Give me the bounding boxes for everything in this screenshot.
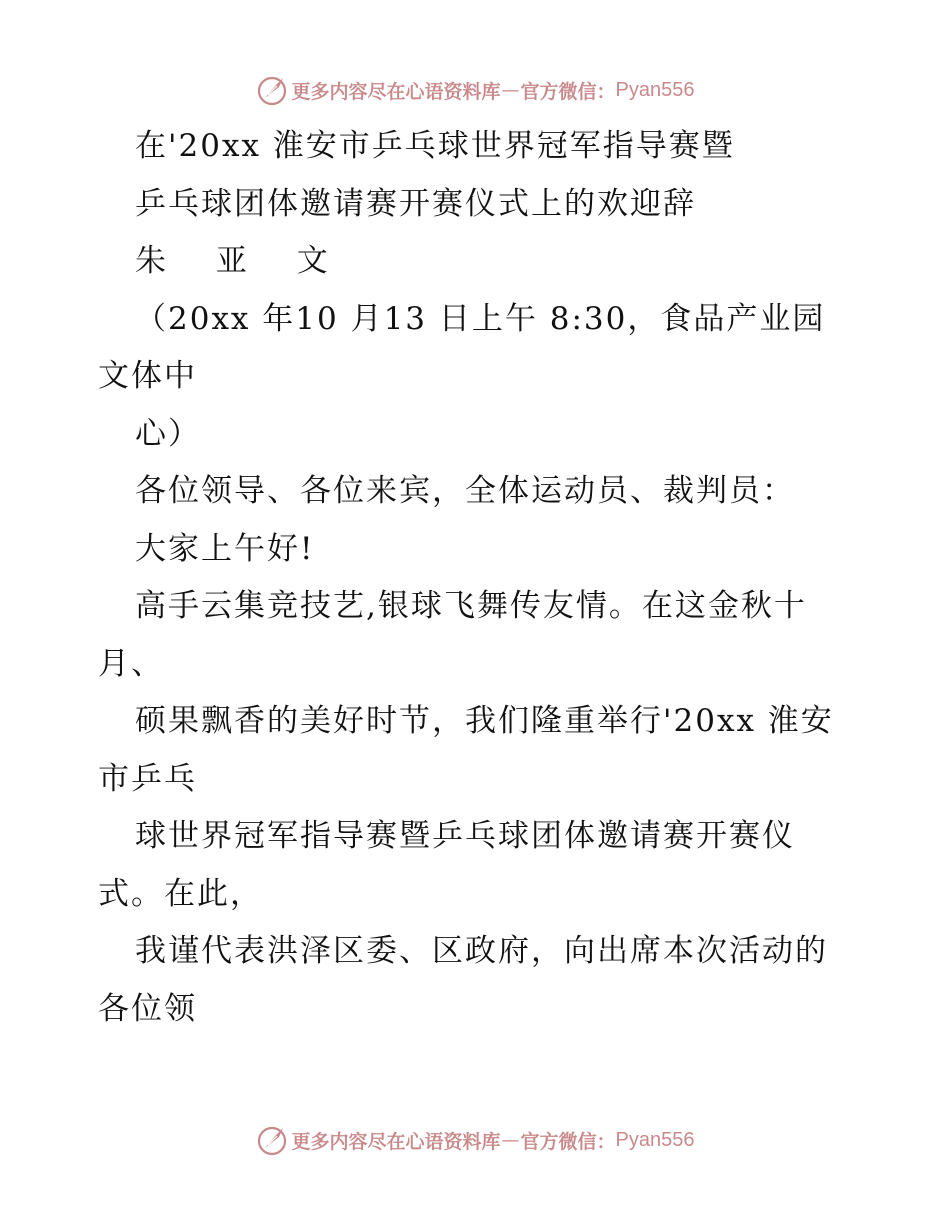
banner-brand-text: 更多内容尽在心语资料库 (291, 1130, 501, 1153)
greeting-line: 大家上午好! (135, 530, 315, 567)
paragraph-wrap-line: 各位领 (98, 990, 197, 1027)
date-location-wrap-2: 心） (135, 415, 201, 452)
quill-pen-logo-icon (256, 1124, 288, 1156)
header-banner (0, 70, 950, 110)
banner-separator: — (501, 1129, 520, 1151)
banner-wechat-id: Pyan556 (615, 1128, 695, 1151)
banner-wechat-id: Pyan556 (615, 78, 695, 101)
salutation-line: 各位领导、各位来宾，全体运动员、裁判员： (135, 473, 795, 509)
quill-pen-logo-icon (256, 74, 288, 106)
paragraph-line: 高手云集竞技艺,银球飞舞传友情。在这金秋十 (135, 588, 807, 624)
document-body (98, 118, 858, 1038)
banner-separator: — (501, 79, 520, 101)
paragraph-line: 我谨代表洪泽区委、区政府，向出席本次活动的 (135, 933, 828, 969)
date-location-line: （20xx 年10 月13 日上午 8:30，食品产业园 (135, 300, 826, 337)
banner-wechat-label: 官方微信： (520, 80, 616, 103)
footer-banner (0, 1120, 950, 1160)
paragraph-line: 球世界冠军指导赛暨乒乓球团体邀请赛开赛仪 (135, 818, 795, 854)
paragraph-wrap-line: 式。在此， (98, 875, 263, 912)
paragraph-wrap-line: 月、 (98, 645, 164, 682)
document-title-line-1: 在'20xx 淮安市乒乓球世界冠军指导赛暨 (135, 128, 735, 164)
date-location-wrap-1: 文体中 (98, 358, 197, 394)
banner-brand-text: 更多内容尽在心语资料库 (291, 80, 501, 103)
author-name: 朱 亚 文 (135, 243, 348, 279)
banner-wechat-label: 官方微信： (520, 1130, 616, 1153)
paragraph-wrap-line: 市乒乓 (98, 760, 197, 797)
paragraph-line: 硕果飘香的美好时节，我们隆重举行'20xx 淮安 (135, 703, 834, 739)
document-title-line-2: 乒乓球团体邀请赛开赛仪式上的欢迎辞 (135, 185, 696, 222)
